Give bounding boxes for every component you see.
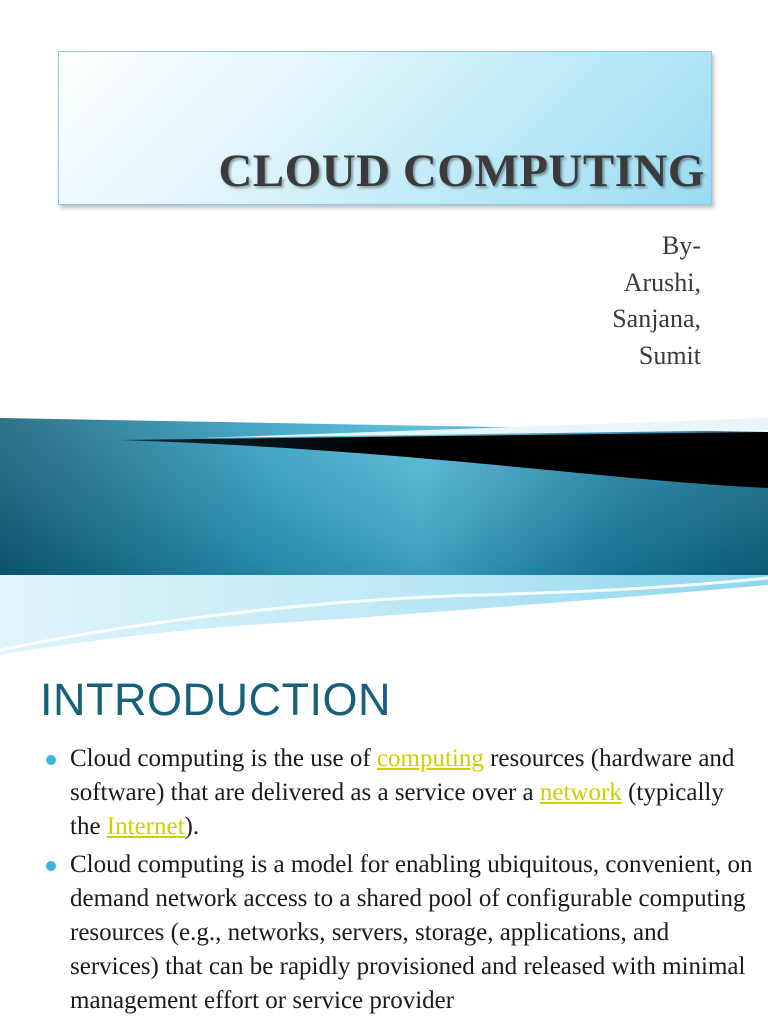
computing-link[interactable]: computing xyxy=(376,745,484,772)
author-list xyxy=(612,228,701,374)
slide-heading: INTRODUCTION xyxy=(40,674,391,725)
slide-title: CLOUD COMPUTING xyxy=(218,145,705,197)
bullet-text: Cloud computing is the use of xyxy=(70,745,377,772)
author-name: Arushi, xyxy=(623,267,701,297)
bullet-text: (typically the xyxy=(70,779,724,840)
bullet-icon xyxy=(46,755,56,765)
title-box xyxy=(58,51,712,205)
bullet-item xyxy=(46,742,756,844)
author-by-label: By- xyxy=(662,231,701,260)
author-name: Sanjana, xyxy=(612,304,701,333)
introduction-slide xyxy=(0,660,768,1024)
network-link[interactable]: network xyxy=(539,779,622,806)
bullet-text: ). xyxy=(184,813,200,840)
bullet-text: Cloud computing is a model for enabling ubiquitous, convenient, on demand network access to a shared pool of configurable computing resources (e.g., networks, servers, storage, applications, and services) that can be rapidly provisioned and released with minimal management effort or service provider xyxy=(70,851,753,1014)
bullet-item xyxy=(46,848,756,1018)
bullet-list xyxy=(46,742,756,1022)
decorative-wave-band xyxy=(0,410,768,660)
bullet-icon xyxy=(46,861,56,871)
internet-link[interactable]: Internet xyxy=(106,813,185,840)
bullet-text: resources (hardware and software) that are delivered as a service over a xyxy=(70,745,735,806)
author-name: Sumit xyxy=(638,340,701,370)
